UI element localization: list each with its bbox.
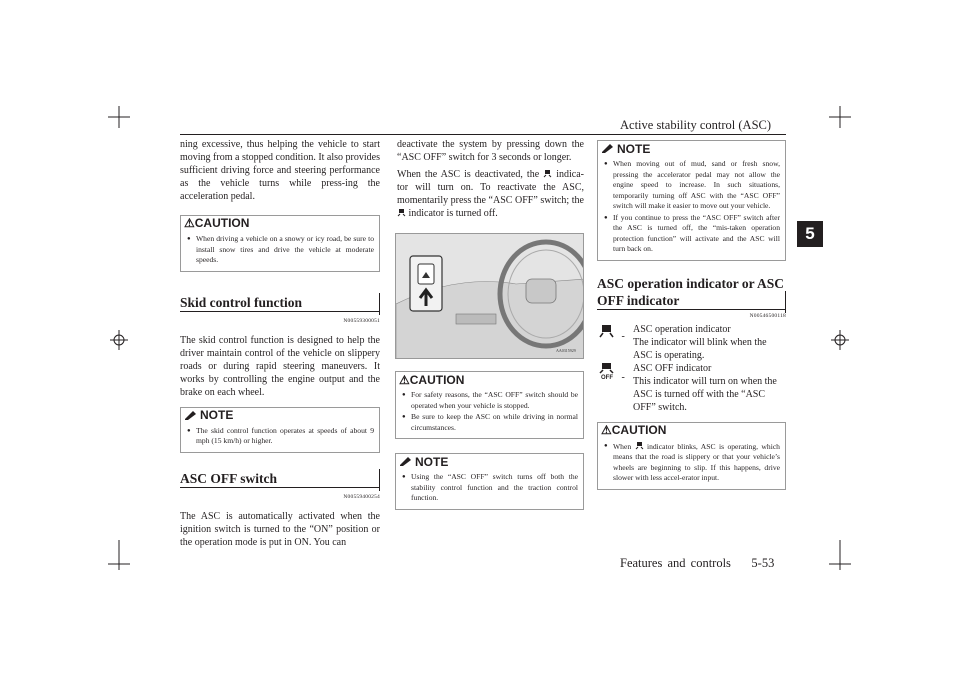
caution-header: ⚠ CAUTION: [184, 216, 250, 230]
doc-code: N00559300051: [343, 317, 380, 324]
column-1: [180, 138, 380, 549]
caution-box-2: [395, 371, 584, 439]
page-footer: [620, 556, 774, 571]
indicator-text: This indicator will turn on when the ASC is turned off with the “ASC OFF” switch.: [633, 375, 777, 413]
svg-text:OFF: OFF: [601, 374, 613, 380]
indicator-entry: - ASC operation indicator The indicator will blink when the ASC is operating.: [597, 323, 786, 362]
column-2-boxes: [395, 371, 584, 510]
section-heading-skid: Skid control function: [180, 294, 380, 312]
caution-box-1: [180, 215, 380, 272]
caution-header: ⚠ CAUTION: [399, 372, 465, 387]
header-rule: [180, 134, 786, 135]
asc-off-icon: [597, 362, 619, 380]
note-item: ● If you continue to press the “ASC OFF” switch after the ASC is turned off, the “mis-taken operation protection function” will activate and the ASC will turn back on.: [604, 213, 780, 255]
asc-operation-indicator-icon: [635, 441, 644, 450]
caution-item: ● When indicator blinks, ASC is operating, which means that the road is slippery or that your vehicle’s wheels are beginning to slip. If this happens, drive slower with less accel-erator input.: [604, 441, 780, 484]
intro-paragraph: ning excessive, thus helping the vehicle to start moving from a stopped condition. It also provides sufficient driving force and steering performance as the vehicle turns while press-ing the acceleration pedal.: [180, 139, 380, 202]
indicator-title: ASC operation indicator: [633, 323, 731, 335]
indicator-entry: OFF - ASC OFF indicator This indicator will turn on when the ASC is turned off with the “ASC OFF” switch.: [597, 362, 786, 414]
note-box-3: [597, 140, 786, 261]
column-2: [397, 138, 584, 220]
warning-triangle-icon: ⚠: [601, 423, 612, 437]
note-header: NOTE: [181, 408, 379, 423]
note-pencil-icon: [184, 410, 197, 421]
caution-header: ⚠ CAUTION: [601, 423, 667, 437]
page-header-title: Active stability control (ASC): [620, 118, 772, 132]
note-pencil-icon: [399, 456, 412, 467]
caution-box-3: [597, 422, 786, 490]
figure-code: AA0315929: [556, 348, 576, 353]
asc-off-switch-figure: [395, 233, 584, 359]
column-3: [597, 140, 786, 490]
note-pencil-icon: [601, 143, 614, 154]
caution-item: ● Be sure to keep the ASC on while driving in normal circumstances.: [402, 412, 578, 433]
note-header: NOTE: [396, 454, 583, 469]
note-item: ● Using the “ASC OFF” switch turns off both the stability control function and the traction control function.: [402, 472, 578, 504]
note-header: NOTE: [598, 141, 785, 156]
doc-code: N00546500118: [749, 312, 786, 319]
asc-off-indicator-icon: [543, 169, 552, 178]
footer-section: Features and controls: [620, 556, 731, 570]
note-item: ● When moving out of mud, sand or fresh snow, pressing the accelerator pedal may not allow the engine speed to increase. In such situations, temporarily turning off ASC with the “ASC OFF” switch will make it easier to move out your vehicle.: [604, 159, 780, 212]
note-box-2: [395, 453, 584, 510]
asc-off-indicator-icon: [397, 208, 406, 217]
section-heading-asc-off: ASC OFF switch: [180, 470, 380, 488]
asc-operation-icon: [597, 323, 619, 339]
warning-triangle-icon: ⚠: [184, 216, 195, 230]
note-box-1: [180, 407, 380, 453]
indicator-title: ASC OFF indicator: [633, 362, 712, 374]
warning-triangle-icon: ⚠: [399, 372, 410, 387]
dashboard-illustration: [396, 234, 584, 359]
doc-code: N00559400254: [343, 493, 380, 500]
skid-paragraph: The skid control function is designed to help the driver maintain control of the vehicle on slippery roads or during rapid steering maneuvers. It works by controlling the engine output and the brake on each wheel.: [180, 334, 380, 398]
indicator-text: The indicator will blink when the ASC is operating.: [633, 336, 767, 361]
chapter-tab: 5: [797, 221, 823, 247]
indicator-paragraph: When the ASC is deactivated, the indica-tor will turn on. To reactivate the ASC, momentarily press the “ASC OFF” switch; the indicator is turned off.: [397, 169, 584, 219]
section-heading-indicator: ASC operation indicator or ASC OFF indicator: [597, 275, 785, 308]
caution-item: ● When driving a vehicle on a snowy or icy road, be sure to install snow tires and drive the vehicle at moderate speeds.: [187, 234, 374, 266]
deactivate-paragraph: deactivate the system by pressing down the “ASC OFF” switch for 3 seconds or longer.: [397, 139, 584, 163]
caution-item: ● For safety reasons, the “ASC OFF” switch should be operated when your vehicle is stopped.: [402, 390, 578, 411]
footer-page-number: 5-53: [751, 556, 775, 570]
asc-off-paragraph: The ASC is automatically activated when the ignition switch is turned to the “ON” position or the operation mode is put in ON. You can: [180, 510, 380, 548]
note-item: ● The skid control function operates at speeds of about 9 mph (15 km/h) or higher.: [187, 426, 374, 447]
